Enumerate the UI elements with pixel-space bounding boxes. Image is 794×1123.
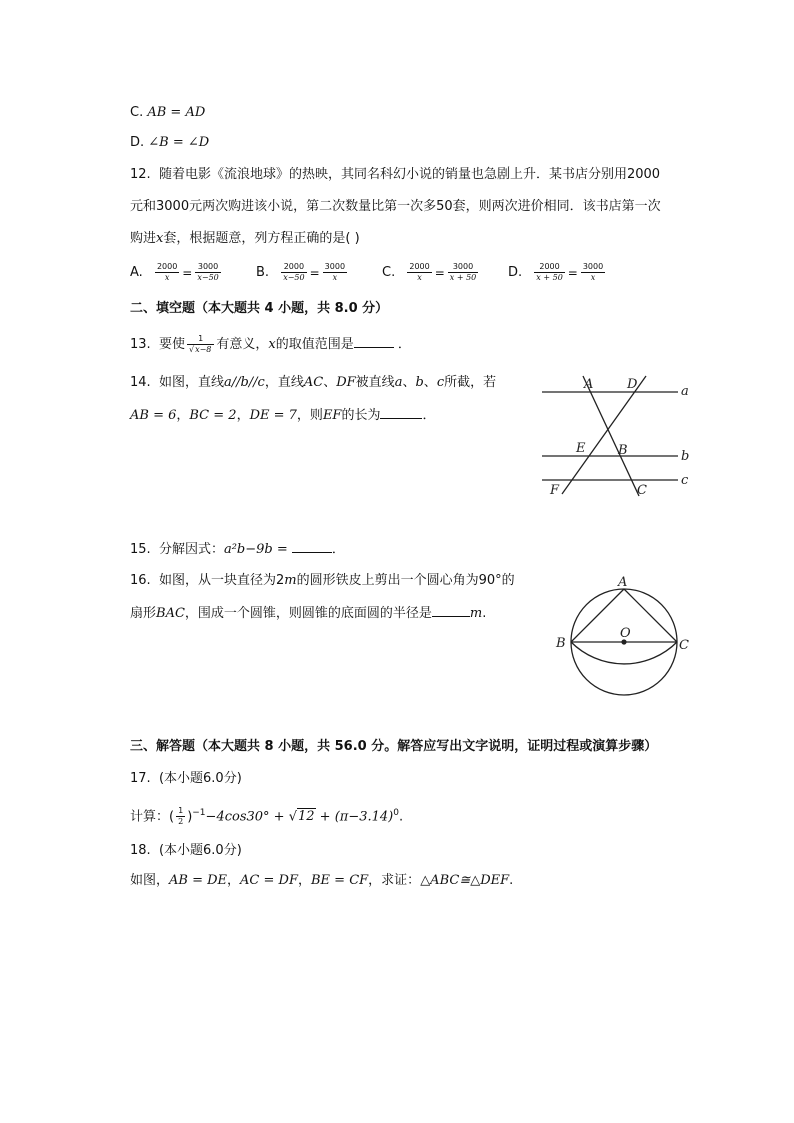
- numerator: 2000: [534, 262, 564, 273]
- text: 的: [501, 573, 515, 588]
- fraction: [407, 262, 431, 283]
- numerator: 3000: [582, 262, 604, 271]
- math: BC = 2: [189, 408, 237, 423]
- number: 2: [275, 573, 285, 588]
- fig14-label-a: A: [584, 377, 594, 392]
- fraction: [187, 334, 214, 355]
- fig16-label-a: A: [618, 575, 628, 590]
- option-label: B.: [256, 265, 270, 280]
- fig14-label-line-a: a: [681, 384, 689, 399]
- text: 、: [402, 375, 416, 390]
- option-label: C.: [130, 105, 148, 120]
- text: 如图，从一块直径为: [158, 573, 276, 588]
- q11-option-c: [130, 104, 205, 122]
- fraction: [581, 262, 605, 283]
- numerator: 3000: [195, 262, 220, 273]
- math: AB = DE: [169, 873, 228, 888]
- score: (本小题6.0分): [158, 843, 242, 858]
- math: EF: [322, 408, 342, 423]
- answer-blank[interactable]: [292, 540, 332, 553]
- answer-blank[interactable]: [380, 406, 422, 419]
- equals: =: [567, 265, 578, 280]
- q12-option-d: [508, 262, 607, 283]
- denominator: x + 50: [449, 273, 477, 282]
- question-number: 16.: [130, 573, 151, 588]
- math: a//b//c: [223, 375, 265, 390]
- question-number: 14.: [130, 375, 151, 390]
- math: AC = DF: [240, 873, 298, 888]
- text: 购进: [130, 231, 157, 246]
- fig14-label-f: F: [550, 483, 560, 498]
- q12-option-c: [382, 262, 480, 283]
- text: 、: [323, 375, 337, 390]
- q12-line2: [130, 198, 661, 216]
- text: 被直线: [355, 375, 395, 390]
- math: AB = 6: [130, 408, 177, 423]
- text: ，直线: [264, 375, 304, 390]
- option-label: C.: [382, 265, 396, 280]
- text: ．: [397, 337, 411, 352]
- fig14-label-c: C: [637, 483, 647, 498]
- denominator: x: [164, 273, 170, 282]
- fraction: [155, 262, 179, 283]
- question-number: 15.: [130, 542, 151, 557]
- q14-line2: [130, 406, 435, 425]
- q14-figure-parallel-lines: [536, 370, 696, 500]
- denominator: x−50: [197, 273, 219, 282]
- q12-option-b: [256, 262, 349, 283]
- q12-line1: [130, 166, 660, 184]
- numerator: 2000: [156, 262, 178, 271]
- equals: =: [182, 265, 193, 280]
- text: 要使: [158, 337, 185, 352]
- q18-statement: [130, 872, 513, 890]
- var: x: [156, 231, 164, 246]
- math: △ABC≅△DEF: [420, 873, 510, 888]
- section-3-title: 三、解答题（本大题共 8 小题，共 56.0 分。解答应写出文字说明，证明过程或演算步骤）: [130, 739, 658, 754]
- text: 分解因式：: [158, 542, 224, 557]
- numerator: 1: [178, 806, 184, 816]
- q16-line1: [130, 572, 515, 590]
- fraction: [281, 262, 306, 283]
- text: .: [509, 873, 514, 888]
- fraction: [195, 262, 220, 283]
- text: 套，根据题意，列方程正确的是( ): [163, 231, 360, 246]
- math: b: [415, 375, 424, 390]
- fraction: [176, 806, 185, 827]
- fig14-label-line-b: b: [681, 449, 690, 464]
- q16-figure-circle-sector: [548, 570, 698, 705]
- denominator: x + 50: [536, 273, 563, 282]
- math: BAC: [156, 606, 185, 621]
- math: a: [394, 375, 403, 390]
- text: .: [398, 809, 404, 825]
- text: ，求证：: [368, 873, 421, 888]
- text: ，: [176, 408, 190, 423]
- equals: =: [434, 265, 445, 280]
- math: −4cos30° +: [205, 809, 285, 825]
- fig16-label-b: B: [556, 636, 566, 651]
- exponent: −1: [192, 808, 206, 818]
- denominator: x: [332, 273, 338, 282]
- option-math: ∠B = ∠D: [148, 135, 210, 150]
- text: 的长为: [341, 408, 381, 423]
- text: .: [482, 606, 487, 621]
- option-label: A.: [130, 265, 143, 280]
- radicand: x−8: [195, 345, 212, 354]
- var: x: [268, 337, 276, 352]
- denominator: x: [590, 273, 596, 282]
- denominator: 2: [178, 817, 184, 827]
- question-number: 18.: [130, 843, 151, 858]
- question-number: 12.: [130, 167, 151, 182]
- text: 所截，若: [444, 375, 497, 390]
- score: (本小题6.0分): [158, 771, 242, 786]
- text: ，: [227, 873, 241, 888]
- unit: m: [469, 606, 483, 621]
- question-number: 17.: [130, 771, 151, 786]
- fig14-label-d: D: [627, 377, 638, 392]
- math: BE = CF: [311, 873, 369, 888]
- math: DE = 7: [249, 408, 297, 423]
- q12-line3: [130, 230, 360, 248]
- exponent: 0: [393, 808, 399, 818]
- fraction: [448, 262, 478, 283]
- q15: [130, 540, 345, 559]
- q11-option-d: [130, 134, 209, 152]
- text: ．: [331, 542, 345, 557]
- q17-header: [130, 770, 242, 788]
- q17-expression: 计算：( $\frac{1}{2}$ )$^{-1}-4\cos 30^\circ + √12 + (\pi-3.14)^0$.: [130, 806, 404, 827]
- text: ．: [422, 408, 436, 423]
- numerator: 3000: [448, 262, 478, 273]
- answer-blank[interactable]: [432, 604, 470, 617]
- text: 有意义，: [216, 337, 269, 352]
- equals: =: [309, 265, 320, 280]
- q12-option-a: [130, 262, 223, 283]
- numerator: 1: [187, 334, 214, 345]
- question-number: 13.: [130, 337, 151, 352]
- option-label: D.: [130, 135, 149, 150]
- fraction: [534, 262, 564, 283]
- text: 如图，直线: [158, 375, 224, 390]
- denominator: x−50: [283, 273, 305, 282]
- q13: [130, 334, 411, 355]
- text: ，: [297, 873, 311, 888]
- text: 的取值范围是: [275, 337, 354, 352]
- math: AC: [303, 375, 324, 390]
- section-2-title: 二、填空题（本大题共 4 小题，共 8.0 分）: [130, 301, 389, 316]
- var: m: [284, 573, 297, 588]
- text: 如图，: [130, 873, 170, 888]
- text: 扇形: [130, 606, 157, 621]
- question-text: 元和3000元两次购进该小说，第二次数量比第一次多50套，则两次进价相同．该书店第一次: [130, 199, 661, 214]
- fig16-label-c: C: [679, 638, 689, 653]
- numerator: 2000: [409, 262, 430, 271]
- option-math: AB = AD: [147, 105, 206, 120]
- question-text: 随着电影《流浪地球》的热映，其同名科幻小说的销量也急剧上升．某书店分别用2000: [158, 167, 661, 182]
- text: ，围成一个圆锥，则圆锥的底面圆的半径是: [184, 606, 432, 621]
- fig14-label-e: E: [576, 441, 586, 456]
- text: ，则: [296, 408, 323, 423]
- numerator: 3000: [324, 262, 346, 271]
- math: DF: [336, 375, 356, 390]
- option-label: D.: [508, 265, 523, 280]
- radicand: 12: [297, 809, 315, 825]
- math: + (π−3.14): [319, 809, 394, 825]
- fraction: [323, 262, 347, 283]
- text: 、: [423, 375, 437, 390]
- math: c: [436, 375, 445, 390]
- text: ，: [236, 408, 250, 423]
- fig14-label-line-c: c: [681, 473, 689, 488]
- denominator: √x−8: [188, 345, 212, 354]
- number: 90°: [478, 573, 502, 588]
- denominator: x: [417, 273, 422, 282]
- math: a²b−9b =: [223, 542, 288, 557]
- numerator: 2000: [281, 262, 306, 273]
- fig16-label-o: O: [620, 626, 631, 641]
- answer-blank[interactable]: [354, 335, 394, 348]
- q16-line2: [130, 604, 486, 623]
- text: 计算：: [130, 809, 170, 825]
- text: 的圆形铁皮上剪出一个圆心角为: [296, 573, 479, 588]
- q18-header: [130, 842, 242, 860]
- q14-line1: [130, 374, 496, 392]
- fig14-label-b: B: [618, 443, 628, 458]
